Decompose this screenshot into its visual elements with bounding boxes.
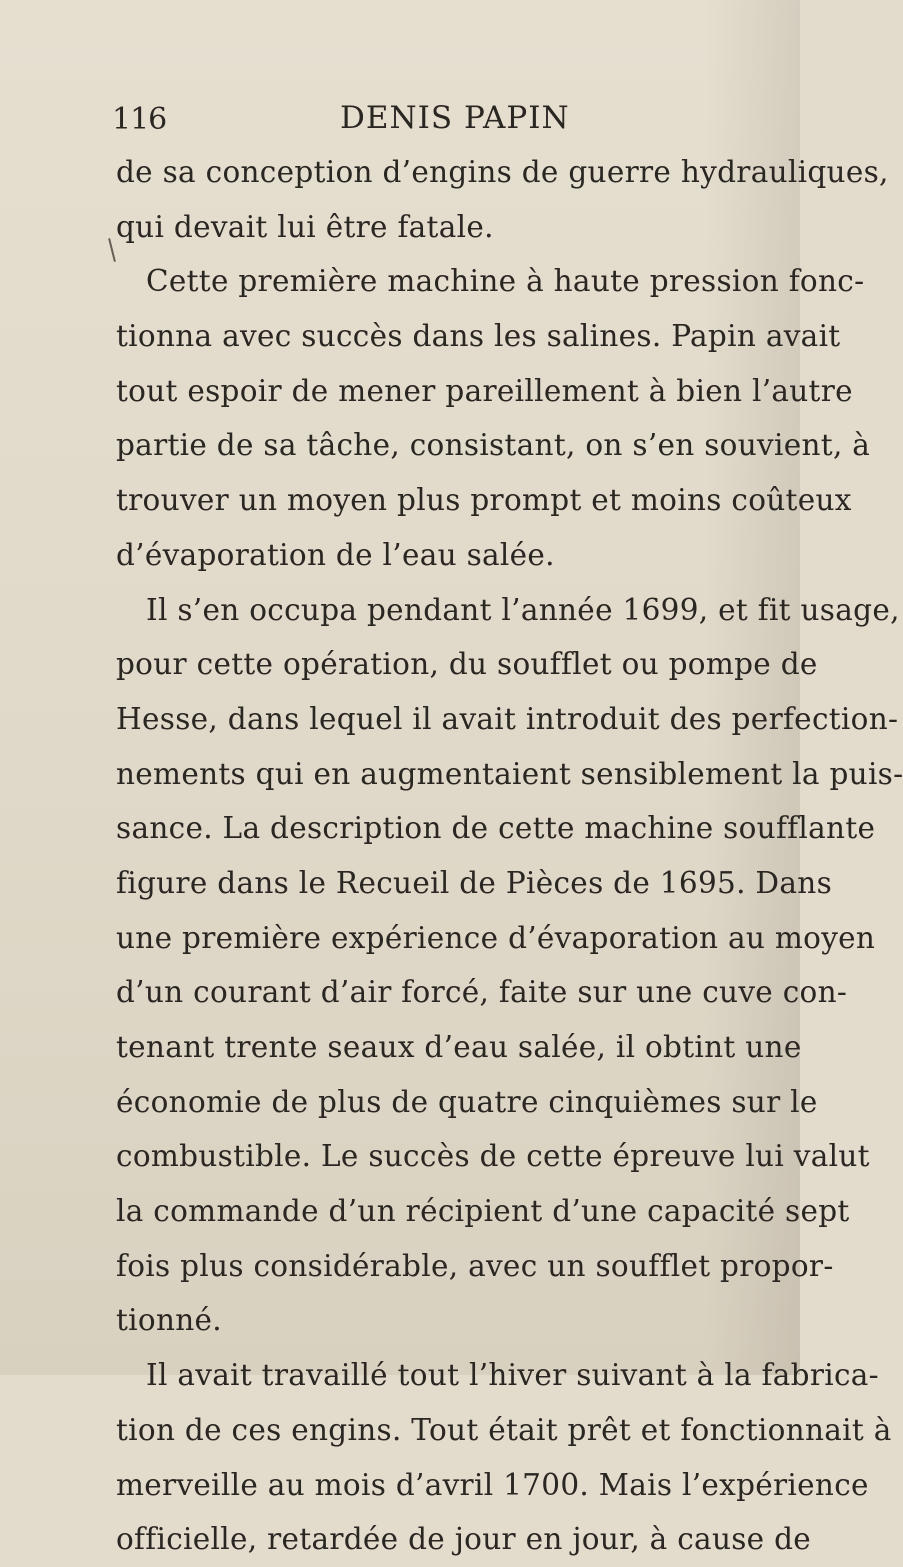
text-line: Il avait travaillé tout l’hiver suivant à la fabrica- <box>146 1358 879 1393</box>
text-line: tout espoir de mener pareillement à bien l’autre <box>116 373 853 408</box>
text-line: tenant trente seaux d’eau salée, il obtint une <box>116 1030 802 1064</box>
text-line: sance. La description de cette machine soufflante <box>116 811 876 846</box>
margin-pencil-mark <box>108 238 116 262</box>
text-line: figure dans le Recueil de Pièces de 1695. Dans <box>116 865 833 900</box>
page-number: 116 <box>112 102 167 137</box>
text-line: la commande d’un récipient d’une capacité sept <box>116 1194 850 1229</box>
body-text <box>116 145 903 1567</box>
text-line: nements qui en augmentaient sensiblement la puis- <box>116 756 903 791</box>
text-line: Hesse, dans lequel il avait introduit des perfection- <box>116 701 899 736</box>
text-line: pour cette opération, du soufflet ou pompe de <box>116 647 818 682</box>
text-line: tion de ces engins. Tout était prêt et fonctionnait à <box>116 1412 892 1447</box>
text-line: économie de plus de quatre cinquièmes sur le <box>116 1084 818 1119</box>
text-line: tionné. <box>116 1303 222 1338</box>
text-line: d’un courant d’air forcé, faite sur une cuve con- <box>116 975 848 1010</box>
text-line: de sa conception d’engins de guerre hydrauliques, <box>116 155 889 189</box>
text-line: Il s’en occupa pendant l’année 1699, et fit usage, <box>146 592 900 627</box>
text-line: d’évaporation de l’eau salée. <box>116 537 555 572</box>
text-line: merveille au mois d’avril 1700. Mais l’expérience <box>116 1467 869 1502</box>
page-header <box>112 96 712 140</box>
text-line: fois plus considérable, avec un soufflet propor- <box>116 1248 834 1283</box>
text-line: trouver un moyen plus prompt et moins coûteux <box>116 483 852 518</box>
text-line: qui devait lui être fatale. <box>116 209 494 244</box>
text-line: partie de sa tâche, consistant, on s’en souvient, à <box>116 428 871 463</box>
running-title: DENIS PAPIN <box>340 100 570 136</box>
text-line: Cette première machine à haute pression fonc- <box>146 264 865 299</box>
text-line: officielle, retardée de jour en jour, à cause de <box>116 1522 812 1557</box>
text-line: tionna avec succès dans les salines. Papin avait <box>116 319 841 354</box>
text-line: une première expérience d’évaporation au moyen <box>116 920 876 955</box>
text-line: combustible. Le succès de cette épreuve lui valut <box>116 1139 870 1174</box>
